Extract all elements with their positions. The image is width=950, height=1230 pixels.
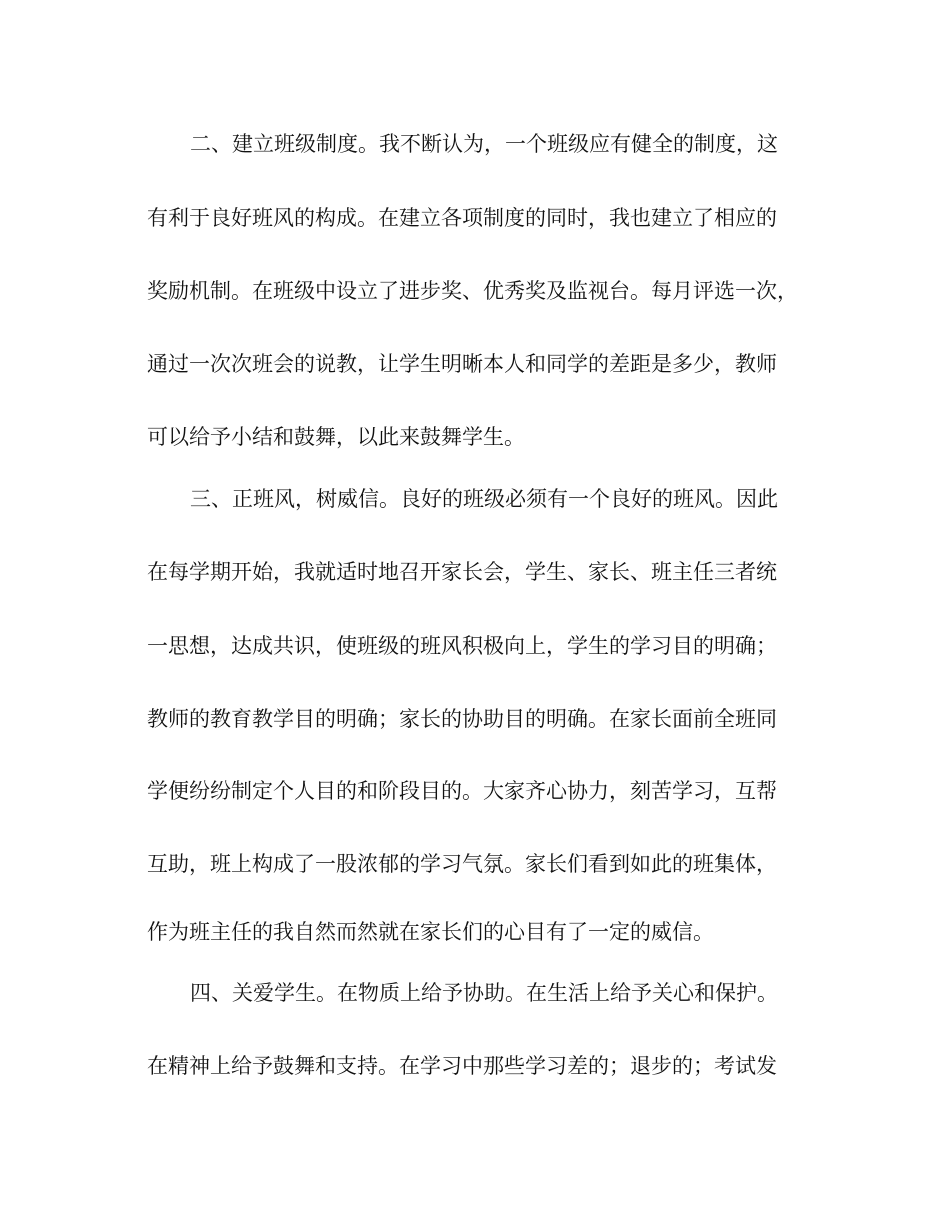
paragraph-2-line-2: 有利于良好班风的构成。在建立各项制度的同时，我也建立了相应的 — [147, 206, 777, 230]
paragraph-3-line-1: 三、正班风，树威信。良好的班级必须有一个良好的班风。因此 — [190, 487, 778, 511]
paragraph-4-line-1: 四、关爱学生。在物质上给予协助。在生活上给予关心和保护。 — [190, 981, 778, 1005]
paragraph-3-line-6: 互助，班上构成了一股浓郁的学习气氛。家长们看到如此的班集体， — [147, 852, 777, 876]
paragraph-3-line-5: 学便纷纷制定个人目的和阶段目的。大家齐心协力，刻苦学习，互帮 — [147, 779, 777, 803]
paragraph-2-line-3: 奖励机制。在班级中设立了进步奖、优秀奖及监视台。每月评选一次， — [147, 279, 798, 303]
paragraph-2-line-1: 二、建立班级制度。我不断认为，一个班级应有健全的制度，这 — [190, 132, 778, 156]
paragraph-3-line-3: 一思想，达成共识，使班级的班风积极向上，学生的学习目的明确； — [147, 634, 777, 658]
paragraph-2-line-5: 可以给予小结和鼓舞，以此来鼓舞学生。 — [147, 425, 525, 449]
paragraph-4-line-2: 在精神上给予鼓舞和支持。在学习中那些学习差的；退步的；考试发 — [147, 1054, 777, 1078]
paragraph-2-line-4: 通过一次次班会的说教，让学生明晰本人和同学的差距是多少，教师 — [147, 352, 777, 376]
paragraph-3-line-4: 教师的教育教学目的明确；家长的协助目的明确。在家长面前全班同 — [147, 707, 777, 731]
paragraph-3-line-7: 作为班主任的我自然而然就在家长们的心目有了一定的威信。 — [147, 920, 714, 944]
paragraph-3-line-2: 在每学期开始，我就适时地召开家长会，学生、家长、班主任三者统 — [147, 560, 777, 584]
